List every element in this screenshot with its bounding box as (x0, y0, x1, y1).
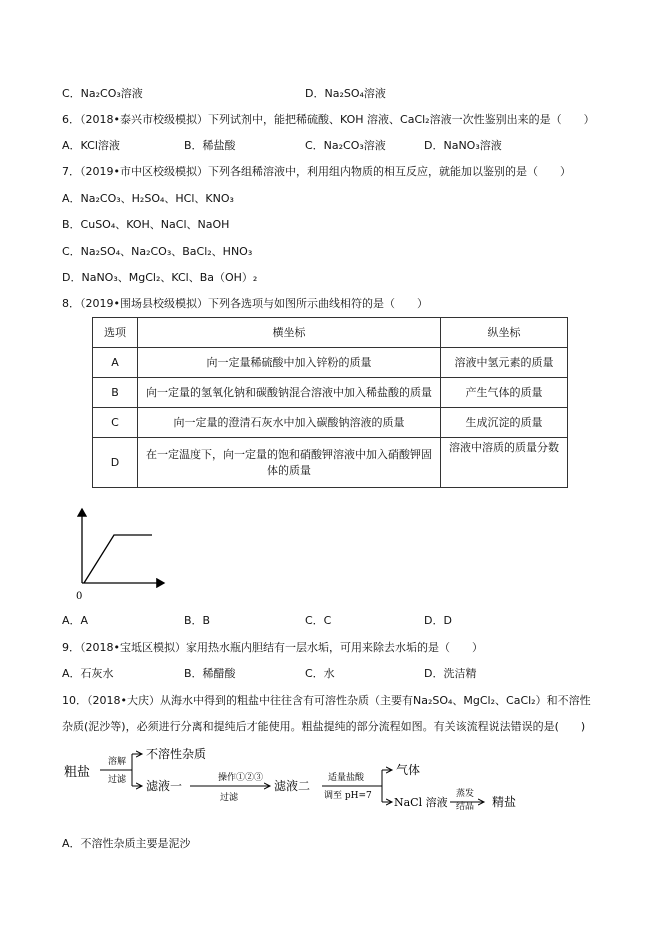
q10-stem-line1: 10．（2018•大庆）从海水中得到的粗盐中往往含有可溶性杂质（主要有Na₂SO₄、MgCl₂、CaCl₂）和不溶性 (62, 694, 591, 707)
q10-stem-line2: 杂质(泥沙等)，必须进行分离和提纯后才能使用。粗盐提纯的部分流程如图。有关该流程说法错误的是( ) (62, 720, 586, 733)
q8-row-x: 向一定量稀硫酸中加入锌粉的质量 (138, 348, 441, 378)
q6-option-d: D．NaNO₃溶液 (424, 139, 502, 152)
origin-label: 0 (76, 591, 83, 602)
q8-header-y: 纵坐标 (441, 318, 568, 348)
q7-stem: 7．（2019•市中区校级模拟）下列各组稀溶液中，利用组内物质的相互反应，就能加以鉴别的是（ ） (62, 165, 571, 178)
table-row (93, 348, 568, 378)
table-row (93, 378, 568, 408)
flow-filter2: 过滤 (220, 793, 239, 803)
q8-option-b: B．B (184, 614, 211, 627)
q7-option-d: D．NaNO₃、MgCl₂、KCl、Ba（OH）₂ (62, 271, 258, 284)
q9-option-d: D．洗洁精 (424, 667, 477, 680)
flow-adjust-ph: 调至 pH=7 (324, 791, 372, 801)
q8-header-x: 横坐标 (138, 318, 441, 348)
q8-stem: 8．（2019•围场县校级模拟）下列各选项与如图所示曲线相符的是（ ） (62, 297, 428, 310)
q8-header-option: 选项 (93, 318, 138, 348)
q6-option-a: A．KCl溶液 (62, 139, 120, 152)
flow-dissolve: 溶解 (108, 757, 127, 767)
q6-option-b: B．稀盐酸 (184, 139, 236, 152)
q8-row-option: B (93, 378, 138, 408)
q8-curve-graph (66, 505, 176, 605)
flow-filtrate1: 滤液一 (146, 779, 183, 793)
q8-option-d: D．D (424, 614, 452, 627)
q8-row-x: 向一定量的澄清石灰水中加入碳酸钠溶液的质量 (138, 408, 441, 438)
q7-option-a: A．Na₂CO₃、H₂SO₄、HCl、KNO₃ (62, 192, 234, 205)
flow-operation: 操作①②③ (218, 773, 264, 783)
q8-option-c: C．C (305, 614, 332, 627)
flow-filtrate2: 滤液二 (274, 779, 311, 793)
q8-row-y: 产生气体的质量 (441, 378, 568, 408)
q8-row-x: 向一定量的氢氧化钠和碳酸钠混合溶液中加入稀盐酸的质量 (138, 378, 441, 408)
q8-row-option: C (93, 408, 138, 438)
flow-crude-salt: 粗盐 (64, 765, 91, 780)
flow-crystallize: 结晶 (456, 802, 475, 812)
q6-option-c: C．Na₂CO₃溶液 (305, 139, 386, 152)
q8-row-y: 溶液中溶质的质量分数 (441, 438, 568, 488)
flow-add-hcl: 适量盐酸 (328, 773, 365, 783)
flow-gas: 气体 (396, 763, 421, 777)
q8-row-y: 生成沉淀的质量 (441, 408, 568, 438)
q8-table (92, 317, 568, 488)
q8-option-a: A．A (62, 614, 89, 627)
q9-option-a: A．石灰水 (62, 667, 114, 680)
flow-nacl: NaCl 溶液 (394, 796, 448, 809)
table-row (93, 408, 568, 438)
flow-refined: 精盐 (492, 795, 517, 809)
q8-row-option: A (93, 348, 138, 378)
q8-table-header-row (93, 318, 568, 348)
q8-row-y: 溶液中氢元素的质量 (441, 348, 568, 378)
flow-insoluble: 不溶性杂质 (146, 747, 207, 761)
q9-option-b: B．稀醋酸 (184, 667, 236, 680)
q10-option-a: A．不溶性杂质主要是泥沙 (62, 837, 191, 850)
table-row (93, 438, 568, 488)
prev-option-c: C．Na₂CO₃溶液 (62, 87, 143, 100)
q7-option-b: B．CuSO₄、KOH、NaCl、NaOH (62, 218, 230, 231)
prev-option-d: D．Na₂SO₄溶液 (305, 87, 386, 100)
q7-option-c: C．Na₂SO₄、Na₂CO₃、BaCl₂、HNO₃ (62, 245, 253, 258)
q8-row-x: 在一定温度下，向一定量的饱和硝酸钾溶液中加入硝酸钾固体的质量 (138, 438, 441, 488)
flow-filter: 过滤 (108, 775, 127, 785)
q9-stem: 9．（2018•宝坻区模拟）家用热水瓶内胆结有一层水垢，可用来除去水垢的是（ ） (62, 641, 483, 654)
q9-option-c: C．水 (305, 667, 335, 680)
q6-stem: 6．（2018•泰兴市校级模拟）下列试剂中，能把稀硫酸、KOH 溶液、CaCl₂溶液一次性鉴别出来的是（ ） (62, 113, 595, 126)
curve-line (84, 535, 152, 583)
flow-evaporate: 蒸发 (456, 789, 475, 799)
q8-row-option: D (93, 438, 138, 488)
